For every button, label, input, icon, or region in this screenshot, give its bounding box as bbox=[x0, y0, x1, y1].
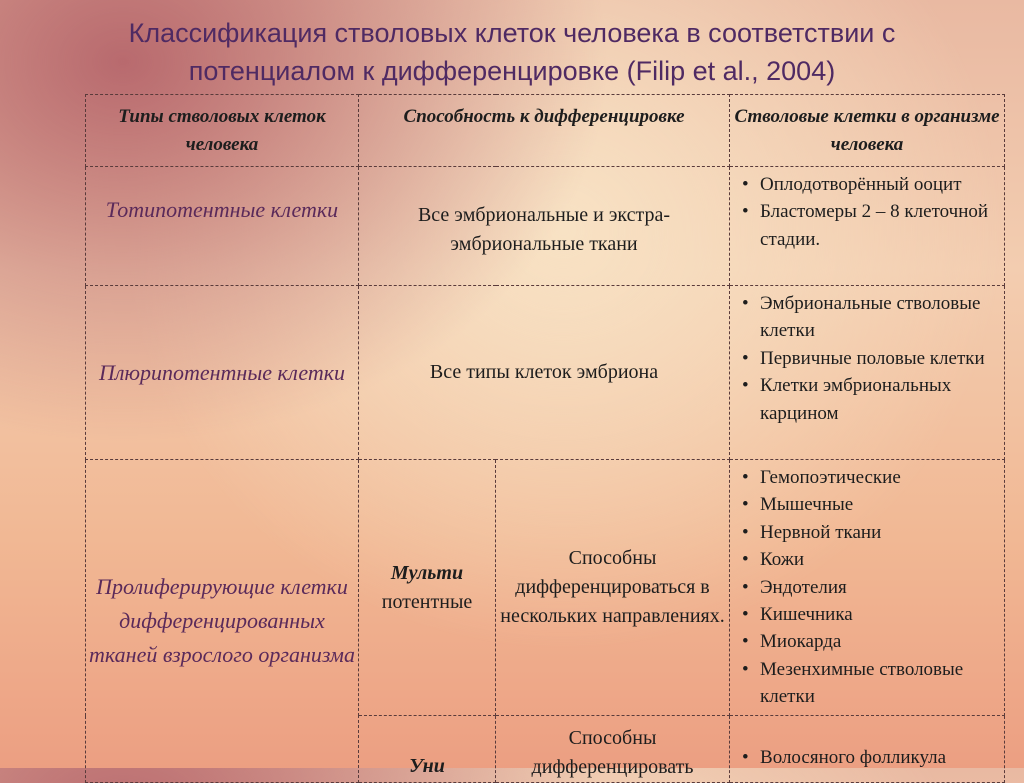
sub-unipotent bbox=[359, 716, 496, 783]
stem-cell-table bbox=[85, 94, 1005, 783]
list-item: • Оплодотворённый ооцит bbox=[738, 171, 1000, 198]
sub-multipotent bbox=[359, 460, 496, 716]
list-item: • Кожи bbox=[738, 546, 1000, 573]
cells-totipotent bbox=[730, 167, 1005, 286]
header-ability: Способность к дифференцировке bbox=[359, 95, 730, 167]
list-item: • Бластомеры 2 – 8 клеточной стадии. bbox=[738, 198, 1000, 253]
type-totipotent: Тотипотентные клетки bbox=[86, 167, 359, 286]
header-cells: Стволовые клетки в организме человека bbox=[730, 95, 1005, 167]
list-item: • Клетки эмбриональных карцином bbox=[738, 372, 1000, 427]
ability-totipotent: Все эмбриональные и экстра-эмбриональные ткани bbox=[359, 167, 730, 286]
header-types: Типы стволовых клеток человека bbox=[86, 95, 359, 167]
slide-title bbox=[0, 14, 1024, 90]
list-item: • Мышечные bbox=[738, 491, 1000, 518]
type-pluripotent: Плюрипотентные клетки bbox=[86, 286, 359, 460]
table-row bbox=[86, 167, 1005, 286]
list-item: • Первичные половые клетки bbox=[738, 345, 1000, 372]
title-line-2: потенциалом к дифференцировке (Filip et al., 2004) bbox=[188, 56, 836, 86]
table-row bbox=[86, 460, 1005, 716]
table-row bbox=[86, 286, 1005, 460]
unipotent-prefix: Уни bbox=[409, 755, 445, 777]
multipotent-prefix: Мульти bbox=[390, 561, 464, 584]
table-header-row bbox=[86, 95, 1005, 167]
list-item: • Мезенхимные стволовые клетки bbox=[738, 656, 1000, 711]
list-item: • Эмбриональные стволовые клетки bbox=[738, 290, 1000, 345]
cells-pluripotent bbox=[730, 286, 1005, 460]
list-item: • Эндотелия bbox=[738, 574, 1000, 601]
list-item: • Миокарда bbox=[738, 628, 1000, 655]
title-line-1: Классификация стволовых клеток человека в соответствии с bbox=[128, 18, 896, 48]
list-item: • Нервной ткани bbox=[738, 519, 1000, 546]
ability-multipotent: Способны дифференцироваться в нескольких направлениях. bbox=[496, 460, 730, 716]
list-item: • Волосяного фолликула bbox=[738, 744, 1000, 771]
type-proliferating: Пролиферирующие клетки дифференцированных тканей взрослого организма bbox=[86, 460, 359, 783]
cells-multipotent bbox=[730, 460, 1005, 716]
ability-unipotent: Способны дифференцировать bbox=[496, 716, 730, 783]
list-item: • Гемопоэтические bbox=[738, 464, 1000, 491]
list-item: • Кишечника bbox=[738, 601, 1000, 628]
ability-pluripotent: Все типы клеток эмбриона bbox=[359, 286, 730, 460]
cells-unipotent bbox=[730, 716, 1005, 783]
multipotent-suffix: потентные bbox=[381, 590, 473, 613]
